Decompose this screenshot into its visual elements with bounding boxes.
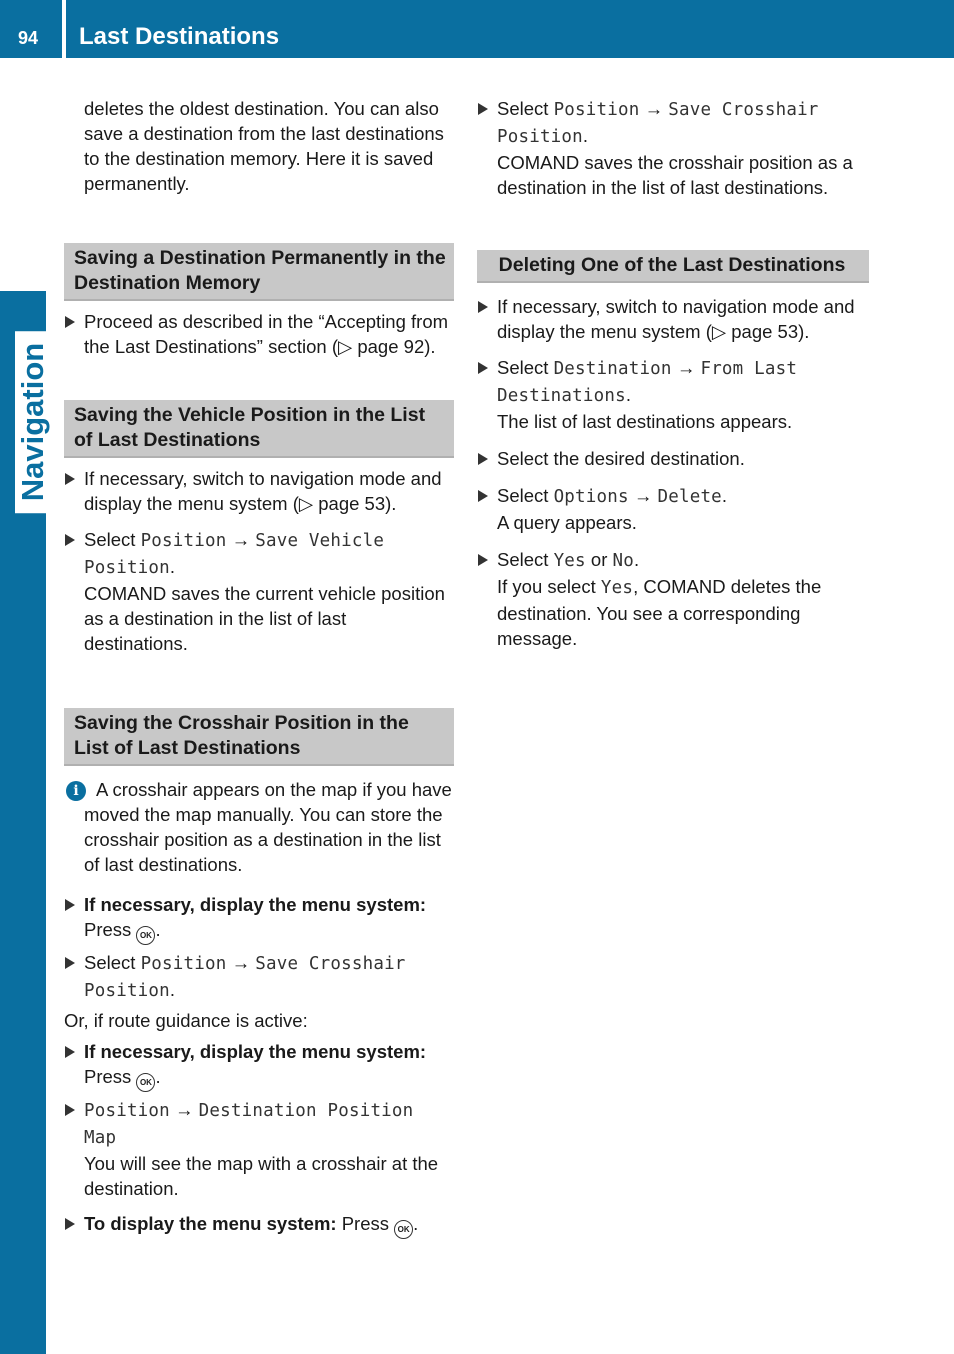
punctuation: . — [169, 979, 176, 1000]
step-bullet-icon — [478, 554, 488, 566]
step-item — [477, 547, 869, 651]
info-icon: i — [66, 781, 86, 801]
punctuation: . — [582, 125, 589, 146]
step-item — [477, 96, 869, 200]
intro-paragraph: deletes the oldest destination. You can also save a destination from the last destinations to the destination memory. Here it is saved permanently. — [84, 98, 444, 194]
step-bullet-icon — [478, 453, 488, 465]
step-bullet-icon — [65, 957, 75, 969]
step-select-word: Select — [497, 357, 549, 378]
menu-arrow: → — [175, 1099, 194, 1120]
step-item — [64, 1097, 454, 1201]
section-side-label: Navigation — [15, 331, 51, 513]
step-bullet-icon — [478, 103, 488, 115]
step-bold-text: If necessary, display the menu system: — [84, 1041, 427, 1062]
punctuation: . — [721, 485, 728, 506]
step-bullet-icon — [65, 899, 75, 911]
step-press-word: Press — [84, 1066, 132, 1087]
step-text: Proceed as described in the “Accepting from the Last Destinations” section (▷ page 92). — [84, 311, 449, 357]
step-press-word: Press — [341, 1213, 389, 1234]
step-item — [64, 892, 454, 945]
ok-button-icon: OK — [136, 1073, 155, 1092]
option-yes: Yes — [600, 578, 634, 598]
step-press-word: Press — [84, 919, 132, 940]
step-text: Select the desired destination. — [497, 448, 745, 469]
menu-item-position: Position — [553, 100, 640, 120]
right-column — [477, 96, 869, 651]
info-note — [64, 777, 454, 877]
step-select-word: Select — [497, 485, 549, 506]
menu-item-from-last-destinations: From Last Destinations — [497, 359, 798, 406]
punctuation: . — [413, 1213, 419, 1234]
step-select-word: Select — [497, 98, 549, 119]
step-select-word: Select — [84, 529, 136, 550]
header-divider — [62, 0, 66, 58]
step-bullet-icon — [65, 1046, 75, 1058]
step-bullet-icon — [65, 473, 75, 485]
step-item — [477, 483, 869, 535]
step-bullet-icon — [65, 316, 75, 328]
punctuation: . — [155, 919, 161, 940]
step-item — [477, 355, 869, 434]
left-column — [64, 96, 454, 1239]
step-item — [477, 446, 869, 471]
step-item — [64, 950, 454, 1004]
step-bullet-icon — [478, 362, 488, 374]
page-header — [0, 0, 954, 58]
step-item — [64, 466, 454, 516]
menu-arrow: → — [231, 952, 251, 973]
menu-item-save-vehicle-position: Save Vehicle Position — [84, 531, 385, 578]
menu-arrow: → — [644, 98, 664, 119]
step-item — [64, 309, 454, 359]
option-no: No — [612, 551, 634, 571]
or-word: or — [590, 549, 608, 570]
step-bold-text: To display the menu system: — [84, 1213, 337, 1234]
menu-item-destination-position-map: Destination Position Map — [84, 1101, 414, 1148]
info-text: A crosshair appears on the map if you have moved the map manually. You can store the crosshair position as a destination in the list of last destinations. — [84, 779, 452, 875]
step-item — [64, 1211, 454, 1239]
page-number: 94 — [18, 28, 39, 48]
step-bullet-icon — [65, 534, 75, 546]
menu-arrow: → — [676, 357, 696, 378]
menu-item-position: Position — [140, 954, 227, 974]
step-item — [64, 1039, 454, 1092]
step-result: COMAND saves the current vehicle position as a destination in the list of last destinations. — [84, 583, 445, 654]
step-result: The list of last destinations appears. — [497, 411, 793, 432]
menu-item-options: Options — [553, 487, 629, 507]
menu-item-save-crosshair-position: Save Crosshair Position — [84, 954, 406, 1001]
step-select-word: Select — [497, 549, 549, 570]
option-yes: Yes — [553, 551, 586, 571]
punctuation: . — [155, 1066, 161, 1087]
step-item — [64, 527, 454, 656]
menu-arrow: → — [231, 529, 251, 550]
or-route-guidance-text: Or, if route guidance is active: — [64, 1010, 308, 1031]
menu-item-delete: Delete — [657, 487, 722, 507]
section-heading-save-vehicle-position: Saving the Vehicle Position in the List of Last Destinations — [64, 400, 454, 458]
result-text-end: , COMAND deletes the destination. You see a corresponding message. — [497, 576, 822, 649]
step-select-word: Select — [84, 952, 136, 973]
menu-item-destination: Destination — [553, 359, 672, 379]
step-bullet-icon — [478, 490, 488, 502]
step-bullet-icon — [65, 1104, 75, 1116]
punctuation: . — [625, 384, 631, 405]
step-item — [477, 294, 869, 344]
ok-button-icon: OK — [136, 926, 155, 945]
step-result — [497, 574, 869, 651]
punctuation: . — [634, 549, 640, 570]
step-bullet-icon — [478, 301, 488, 313]
step-result: You will see the map with a crosshair at the destination. — [84, 1153, 439, 1199]
section-heading-save-crosshair-position: Saving the Crosshair Position in the List of Last Destinations — [64, 708, 454, 766]
menu-item-position: Position — [84, 1101, 170, 1121]
result-text-start: If you select — [497, 576, 596, 597]
step-result: A query appears. — [497, 512, 637, 533]
menu-arrow: → — [633, 485, 653, 506]
step-text: If necessary, switch to navigation mode and display the menu system (▷ page 53). — [497, 296, 855, 342]
page-title: Last Destinations — [79, 23, 280, 50]
menu-item-save-crosshair-position: Save Crosshair Position — [497, 100, 819, 147]
menu-item-position: Position — [140, 531, 227, 551]
step-bold-text: If necessary, display the menu system: — [84, 894, 427, 915]
punctuation: . — [169, 556, 176, 577]
step-result: COMAND saves the crosshair position as a destination in the list of last destinations. — [497, 152, 853, 198]
step-text: If necessary, switch to navigation mode and display the menu system (▷ page 53). — [84, 468, 442, 514]
step-bullet-icon — [65, 1218, 75, 1230]
ok-button-icon: OK — [394, 1220, 413, 1239]
section-heading-save-permanently: Saving a Destination Permanently in the Destination Memory — [64, 243, 454, 301]
section-heading-delete-last-destination: Deleting One of the Last Destinations — [477, 250, 869, 283]
